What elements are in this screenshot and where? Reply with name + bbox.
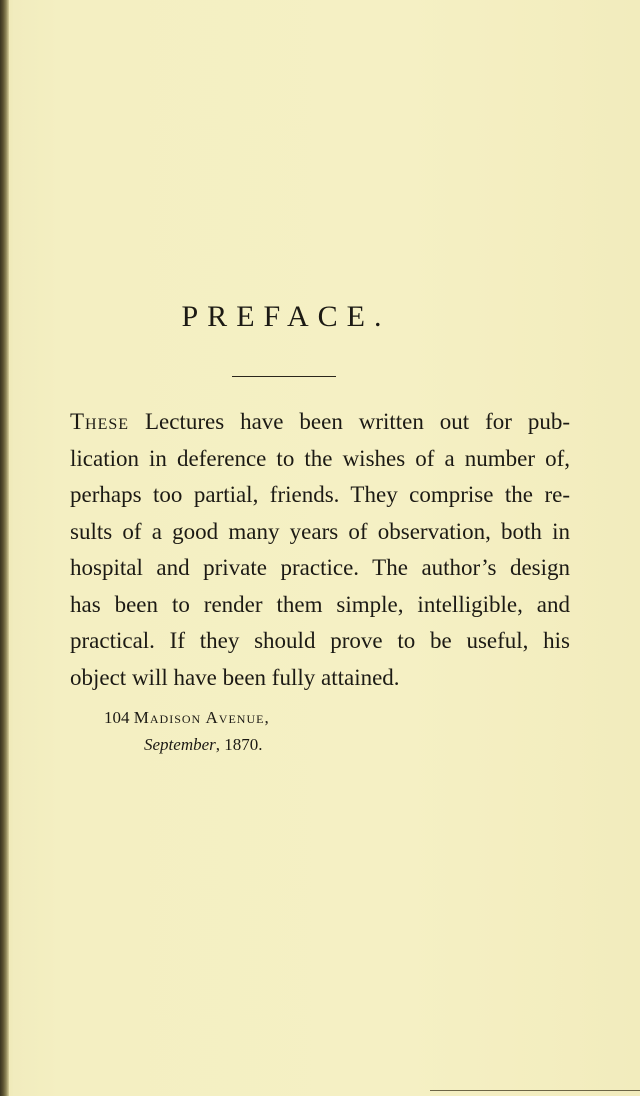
bottom-edge-rule [430,1090,640,1091]
signature-date [104,731,270,758]
paragraph-line-1 [70,404,570,441]
paragraph-line-4: sults of a good many years of observation, both in [70,518,570,544]
page-title: PREFACE. [181,300,391,333]
address-number: 104 [104,708,134,727]
paragraph-line-5: hospital and private practice. The author’s design [70,555,570,580]
paragraph-line-2: lication in deference to the wishes of a number of, [70,445,570,471]
lead-word: These [70,409,130,434]
line-1-text: Lectures have been written out for pub- [129,409,570,434]
page-spine-edge [0,0,9,1096]
signature-address [104,704,270,731]
date-month: September [144,735,216,754]
date-year: , 1870. [215,735,263,754]
paragraph-line-8: object will have been fully attained. [70,664,400,690]
paragraph-line-7: practical. If they should prove to be useful, his [70,628,570,653]
preface-paragraph [70,404,570,696]
paragraph-line-3: perhaps too partial, friends. They comprise the re- [70,482,570,507]
paragraph-line-6: has been to render them simple, intelligible, and [70,591,570,617]
address-street: Madison Avenue, [133,708,270,727]
signature-block [104,704,270,758]
title-divider [232,376,336,377]
